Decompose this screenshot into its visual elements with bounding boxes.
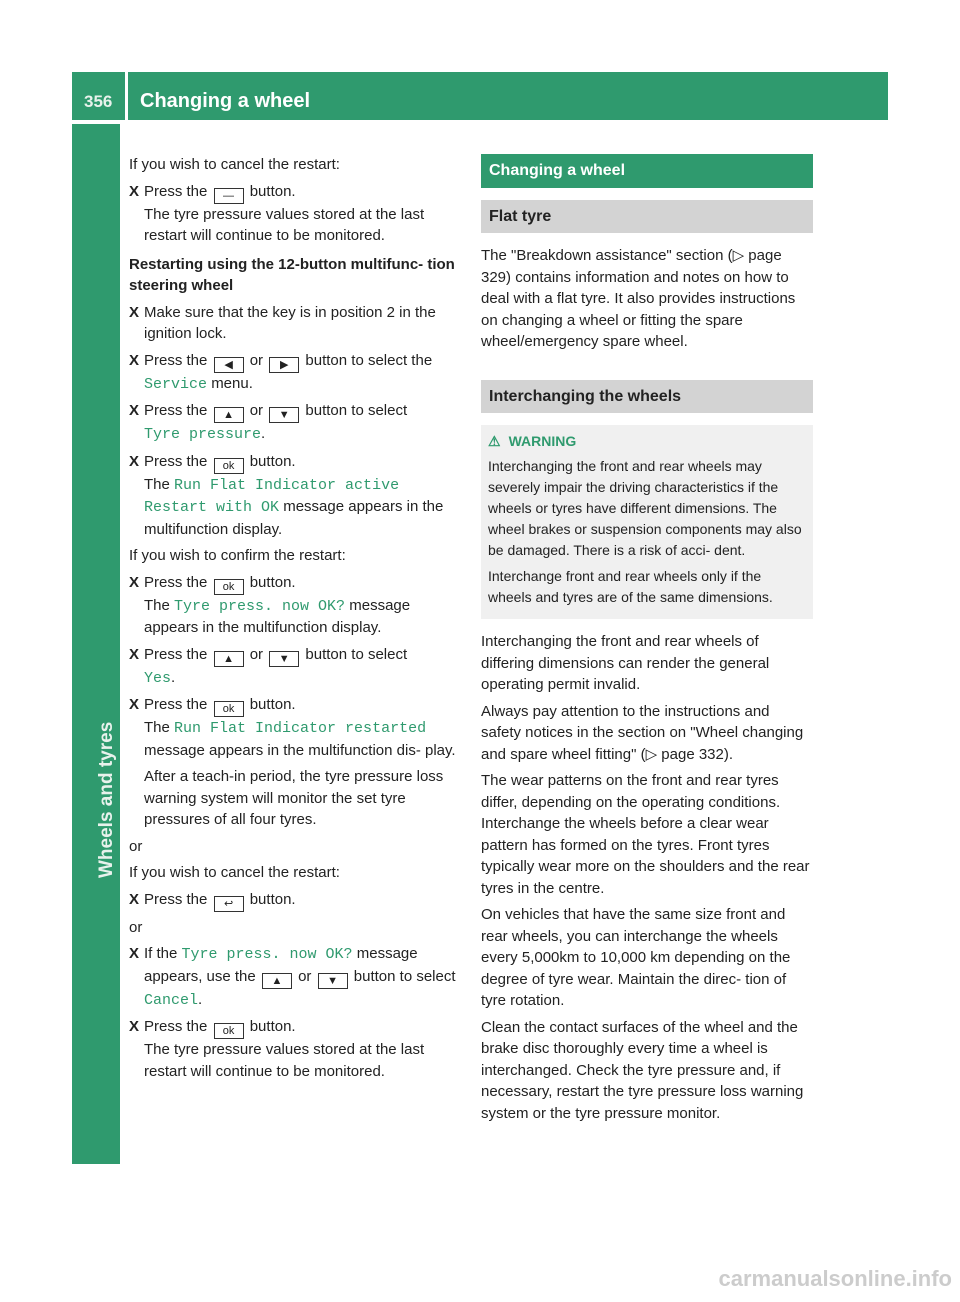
step-item: X Press the ok button. The Run Flat Indicator restarted message appears in the multifunction dis- play. After a teach-in period, the tyre pressure loss warning system will monitor the set tyre pressures of all four tyres. <box>129 694 462 831</box>
step-marker-icon: X <box>129 351 140 369</box>
paragraph: Always pay attention to the instructions and safety notices in the section on "Wheel changing and spare wheel fitting" (▷ page 332). <box>481 702 804 763</box>
warning-box <box>481 425 813 619</box>
paragraph: The wear patterns on the front and rear tyres differ, depending on the operating conditions. Interchange the wheels before a clear wear pattern has formed on the tyres. Front tyres typically wear more on the shoulders and the rear tyres in the centre. <box>481 772 810 897</box>
display-menu-text: Yes <box>144 669 172 687</box>
display-menu-text: Service <box>144 375 208 393</box>
down-arrow-key-icon: ▼ <box>269 407 299 423</box>
ok-key-icon: ok <box>214 579 244 595</box>
warning-header: ⚠ WARNING <box>488 433 577 449</box>
up-arrow-key-icon: ▲ <box>214 407 244 423</box>
step-marker-icon: X <box>129 1018 140 1035</box>
section-sidebar <box>72 124 120 1164</box>
step-item: X Press the — button. The tyre pressure values stored at the last restart will continue to be monitored. <box>129 182 425 244</box>
step-marker-icon: X <box>129 890 140 908</box>
up-arrow-key-icon: ▲ <box>214 651 244 667</box>
step-marker-icon: X <box>129 452 140 470</box>
down-arrow-key-icon: ▼ <box>269 651 299 667</box>
left-column <box>129 154 462 1087</box>
step-item: X Press the ▲ or ▼ button to select Yes. <box>129 645 408 687</box>
header-divider <box>125 72 128 120</box>
paragraph: Interchanging the front and rear wheels of differing dimensions can render the general operating permit invalid. <box>481 633 770 693</box>
step-marker-icon: X <box>129 303 140 321</box>
step-item: X Press the ok button. The Run Flat Indicator active Restart with OK message appears in the multifunction display. <box>129 452 444 538</box>
paragraph: On vehicles that have the same size front and rear wheels, you can interchange the wheels every 5,000km to 10,000 km depending on the degree of tyre wear. Maintain the direc- tion of tyre rotation. <box>481 906 791 1009</box>
return-key-icon: ↩ <box>214 896 244 912</box>
step-item: X If the Tyre press. now OK? message appears, use the ▲ or ▼ button to select Cancel. <box>129 945 456 1009</box>
ok-key-icon: ok <box>214 1023 244 1039</box>
subsection-heading: Flat tyre <box>481 200 813 234</box>
paragraph: or <box>129 837 143 855</box>
page-header <box>72 72 888 120</box>
warning-icon: ⚠ <box>488 433 501 449</box>
left-arrow-key-icon: ◀ <box>214 357 244 373</box>
right-column <box>481 154 813 1129</box>
warning-text: Interchange front and rear wheels only if the wheels and tyres are of the same dimensions. <box>488 568 773 605</box>
subsection-heading: Interchanging the wheels <box>481 380 813 414</box>
warning-text: Interchanging the front and rear wheels may severely impair the driving characteristics if the wheels or tyres have different dimensions. The wheel brakes or suspension components may also be damaged. There is a risk of acci- dent. <box>488 458 802 558</box>
page-title: Changing a wheel <box>140 90 311 112</box>
display-message-text: Run Flat Indicator restarted <box>174 720 427 737</box>
section-heading: Changing a wheel <box>481 154 813 188</box>
subheading: Restarting using the 12-button multifunc- tion steering wheel <box>129 255 455 294</box>
paragraph: The "Breakdown assistance" section (▷ page 329) contains information and notes on how to deal with a flat tyre. It also provides instructions on changing a wheel or fitting the spare wheel/emergency spare wheel. <box>481 247 796 350</box>
spacer <box>481 358 813 380</box>
display-message-text: Tyre press. now OK? <box>181 946 353 963</box>
paragraph: or <box>129 918 143 936</box>
ok-key-icon: ok <box>214 458 244 474</box>
paragraph: If you wish to confirm the restart: <box>129 547 346 564</box>
paragraph: If you wish to cancel the restart: <box>129 156 340 173</box>
section-label: Wheels and tyres <box>96 721 117 878</box>
display-message-text: Run Flat Indicator active Restart with OK <box>144 476 400 516</box>
back-key-icon: — <box>214 188 244 204</box>
ok-key-icon: ok <box>214 701 244 717</box>
watermark: carmanualsonline.info <box>718 1266 952 1291</box>
display-message-text: Tyre press. now OK? <box>174 597 346 615</box>
page-number: 356 <box>84 92 113 111</box>
step-item: X Press the ▲ or ▼ button to select Tyre pressure. <box>129 402 408 443</box>
display-menu-text: Tyre pressure <box>144 426 262 443</box>
step-marker-icon: X <box>129 945 140 962</box>
step-note: After a teach-in period, the tyre pressure loss warning system will monitor the set tyre pressures of all four tyres. <box>144 768 444 828</box>
up-arrow-key-icon: ▲ <box>262 973 292 989</box>
step-marker-icon: X <box>129 402 140 419</box>
step-marker-icon: X <box>129 696 140 713</box>
step-marker-icon: X <box>129 645 140 663</box>
paragraph: Clean the contact surfaces of the wheel and the brake disc thoroughly every time a wheel is interchanged. Check the tyre pressure and, if necessary, restart the tyre pressure loss warning system or the tyre pressure monitor. <box>481 1018 804 1122</box>
step-marker-icon: X <box>129 573 140 591</box>
display-menu-text: Cancel <box>144 991 199 1009</box>
step-marker-icon: X <box>129 182 140 200</box>
step-item: X Press the ↩ button. <box>129 890 296 910</box>
paragraph: If you wish to cancel the restart: <box>129 864 340 881</box>
step-item: X Press the ◀ or ▶ button to select the Service menu. <box>129 351 433 393</box>
right-arrow-key-icon: ▶ <box>269 357 299 373</box>
step-item: X Press the ok button. The tyre pressure values stored at the last restart will continue to be monitored. <box>129 1018 425 1080</box>
down-arrow-key-icon: ▼ <box>318 973 348 989</box>
step-item: X Make sure that the key is in position 2 in the ignition lock. <box>129 303 436 342</box>
step-item: X Press the ok button. The Tyre press. now OK? message appears in the multifunction display. <box>129 573 411 636</box>
